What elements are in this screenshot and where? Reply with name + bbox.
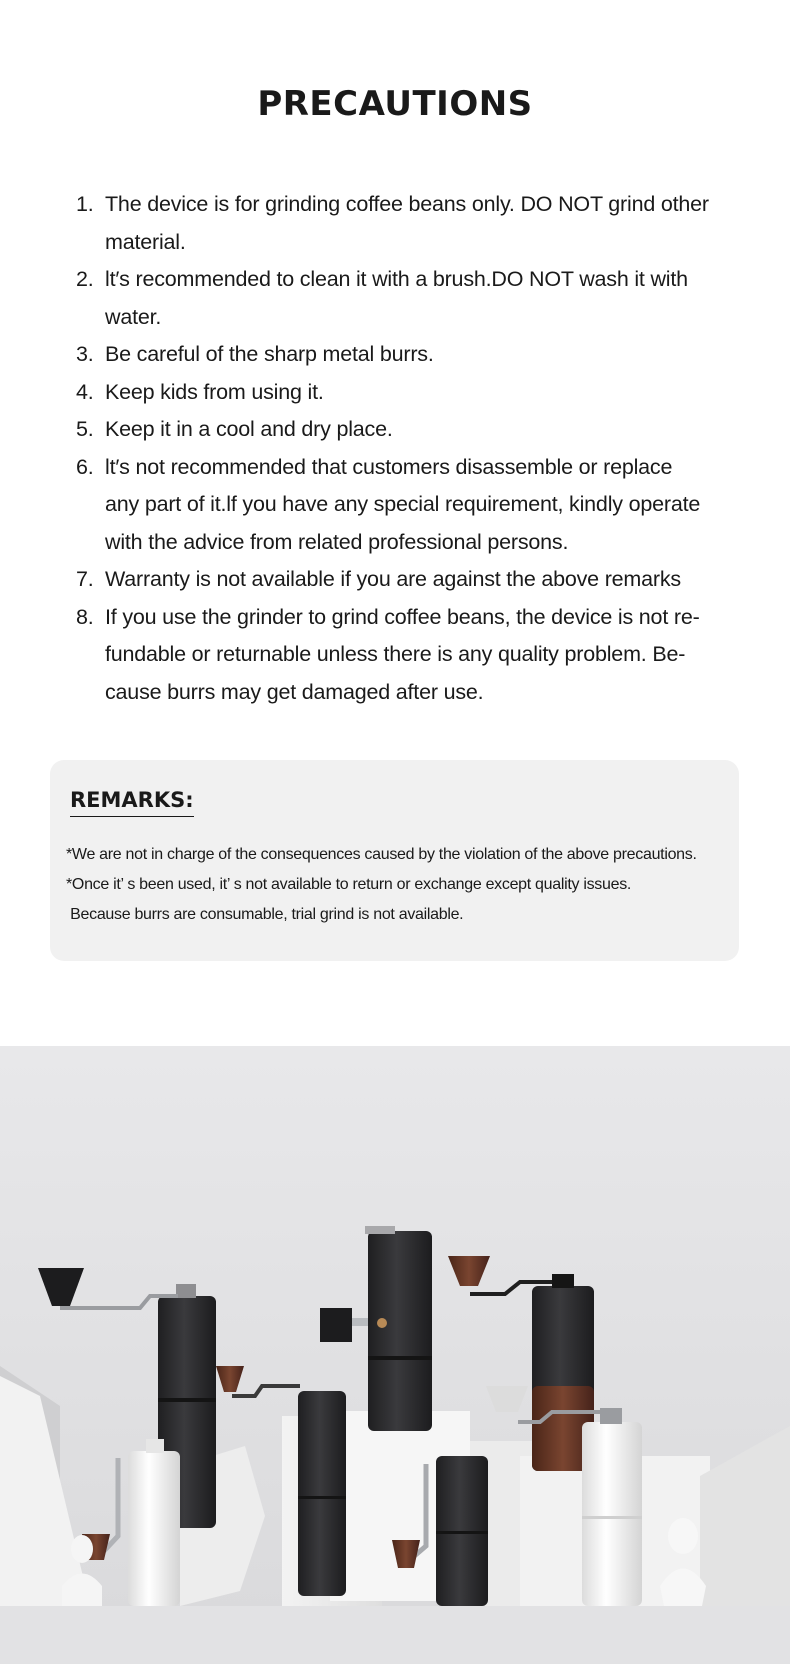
precaution-item [70, 374, 738, 412]
item-line: water. [105, 304, 162, 329]
item-number: 6. [76, 454, 94, 479]
item-line: lt′s not recommended that customers disassemble or replace [105, 454, 673, 479]
item-number: 2. [76, 267, 94, 291]
precaution-item [70, 449, 738, 562]
item-line: any part of it.lf you have any special requirement, kindly operate [105, 492, 701, 516]
item-line: If you use the grinder to grind coffee beans, the device is not re- [105, 604, 700, 629]
item-line: material. [105, 229, 186, 254]
remarks-panel [50, 760, 739, 961]
remarks-line: *We are not in charge of the consequences caused by the violation of the above precautions. [66, 846, 697, 863]
precaution-item [70, 561, 738, 599]
precaution-item [70, 261, 738, 336]
item-line: lt′s recommended to clean it with a brush.DO NOT wash it with [105, 267, 688, 291]
remarks-heading: REMARKS: [70, 788, 194, 817]
grinder-body [298, 1391, 346, 1596]
grinder-body [128, 1451, 180, 1606]
item-line: Warranty is not available if you are against the above remarks [105, 567, 681, 591]
item-line: fundable or returnable unless there is any quality problem. Be- [105, 642, 686, 666]
precaution-item [70, 336, 738, 374]
remarks-text [66, 840, 736, 930]
item-line: The device is for grinding coffee beans only. DO NOT grind other [105, 192, 709, 216]
grinder-knob [320, 1308, 352, 1342]
precaution-item [70, 599, 738, 712]
remarks-line: Because burrs are consumable, trial grind is not available. [66, 906, 464, 923]
item-line: with the advice from related professional persons. [105, 529, 569, 554]
coffee-grinder-product-photo [0, 1046, 790, 1664]
floor [0, 1606, 790, 1664]
page-title: PRECAUTIONS [257, 84, 533, 124]
grinder-body [368, 1231, 432, 1431]
item-line: Keep kids from using it. [105, 379, 324, 404]
item-number: 7. [76, 567, 94, 591]
precaution-item [70, 186, 738, 261]
item-number: 5. [76, 417, 94, 441]
precautions-list [70, 186, 738, 711]
item-line: Keep it in a cool and dry place. [105, 417, 393, 441]
remarks-line: *Once it’ s been used, it’ s not available to return or exchange except quality issues. [66, 876, 632, 893]
item-number: 3. [76, 342, 94, 366]
grinder-body [582, 1422, 642, 1606]
item-line: cause burrs may get damaged after use. [105, 679, 484, 704]
item-line: Be careful of the sharp metal burrs. [105, 342, 434, 366]
item-number: 4. [76, 379, 94, 404]
precaution-item [70, 411, 738, 449]
item-number: 1. [76, 192, 94, 216]
item-number: 8. [76, 604, 94, 629]
